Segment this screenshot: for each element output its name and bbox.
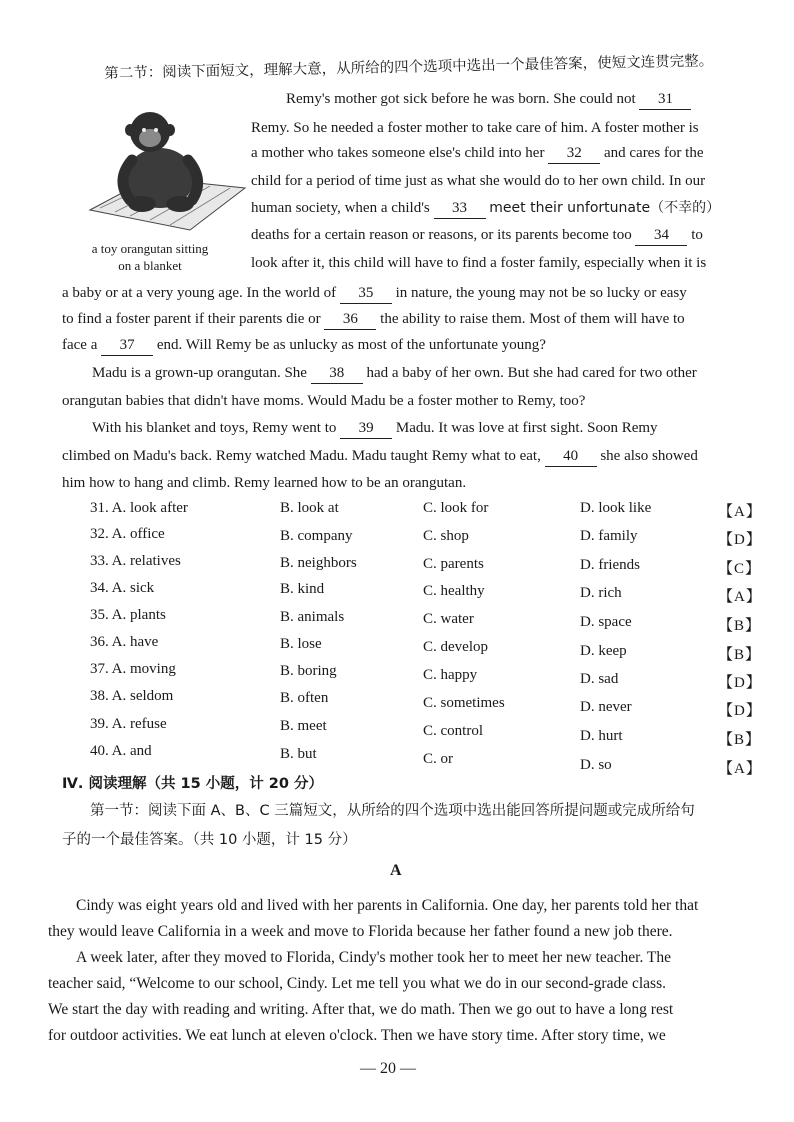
passage-line: Remy. So he needed a foster mother to take care of him. A foster mother is bbox=[251, 120, 699, 136]
passage-line: a mother who takes someone else's child into her 32 and cares for the bbox=[251, 140, 704, 167]
answer-badge: 【B】 bbox=[718, 732, 762, 748]
option-d: D. look like bbox=[580, 500, 652, 516]
option-c: C. shop bbox=[423, 528, 469, 544]
answer-badge: 【D】 bbox=[718, 532, 762, 548]
passage-line: teacher said, “Welcome to our school, Cindy. Let me tell you what we do in our second-grade class. bbox=[48, 975, 666, 992]
option-d: D. space bbox=[580, 614, 632, 630]
option-a: 35. A. plants bbox=[90, 607, 166, 623]
option-c: C. look for bbox=[423, 500, 489, 516]
passage-line: face a 37 end. Will Remy be as unlucky as most of the unfortunate young? bbox=[62, 332, 546, 359]
passage-line: We start the day with reading and writing. After that, we do math. Then we go out to have a long rest bbox=[48, 1001, 674, 1018]
option-a: 36. A. have bbox=[90, 634, 159, 650]
option-b: B. neighbors bbox=[280, 555, 357, 571]
option-c: C. happy bbox=[423, 667, 478, 683]
option-a: 40. A. and bbox=[90, 743, 152, 759]
orangutan-toy-illustration bbox=[70, 100, 252, 235]
blank-36: 36 bbox=[324, 309, 376, 330]
answer-badge: 【D】 bbox=[718, 703, 762, 719]
option-c: C. develop bbox=[423, 639, 488, 655]
blank-39: 39 bbox=[340, 418, 392, 439]
passage-line: child for a period of time just as what she would do to her own child. In our bbox=[251, 173, 706, 189]
blank-34: 34 bbox=[635, 225, 687, 246]
passage-line: to find a foster parent if their parents die or 36 the ability to raise them. Most of them will have to bbox=[62, 306, 685, 333]
option-c: C. parents bbox=[423, 556, 484, 572]
caption-line-2: on a blanket bbox=[118, 258, 182, 273]
passage-line: a baby or at a very young age. In the world of 35 in nature, the young may not be so lucky or easy bbox=[62, 280, 687, 307]
part-instructions: 子的一个最佳答案。（共 10 小题，计 15 分） bbox=[62, 832, 357, 848]
option-d: D. rich bbox=[580, 585, 622, 601]
passage-line: deaths for a certain reason or reasons, or its parents become too 34 to bbox=[251, 222, 703, 249]
option-b: B. boring bbox=[280, 663, 337, 679]
passage-heading: A bbox=[390, 862, 402, 879]
option-a: 37. A. moving bbox=[90, 661, 176, 677]
passage-line: Madu is a grown-up orangutan. She 38 had a baby of her own. But she had cared for two other bbox=[92, 360, 697, 387]
option-b: B. meet bbox=[280, 718, 327, 734]
option-c: C. water bbox=[423, 611, 474, 627]
blank-35: 35 bbox=[340, 283, 392, 304]
option-b: B. kind bbox=[280, 581, 325, 597]
option-c: C. control bbox=[423, 723, 483, 739]
blank-37: 37 bbox=[101, 335, 153, 356]
option-b: B. lose bbox=[280, 636, 322, 652]
section-header: 第二节：阅读下面短文，理解大意，从所给的四个选项中选出一个最佳答案，使短文连贯完整。 bbox=[104, 53, 714, 82]
blank-40: 40 bbox=[545, 446, 597, 467]
option-b: B. often bbox=[280, 690, 329, 706]
passage-line: Remy's mother got sick before he was born. She could not 31 bbox=[286, 86, 691, 113]
option-a: 39. A. refuse bbox=[90, 716, 167, 732]
option-d: D. hurt bbox=[580, 728, 623, 744]
option-b: B. company bbox=[280, 528, 353, 544]
answer-badge: 【A】 bbox=[718, 504, 762, 520]
passage-line: they would leave California in a week and move to Florida because her father found a new job there. bbox=[48, 923, 673, 940]
option-d: D. friends bbox=[580, 557, 640, 573]
option-d: D. never bbox=[580, 699, 632, 715]
option-d: D. sad bbox=[580, 671, 619, 687]
option-d: D. so bbox=[580, 757, 612, 773]
answer-badge: 【B】 bbox=[718, 618, 762, 634]
passage-line: look after it, this child will have to find a foster family, especially when it is bbox=[251, 255, 707, 271]
option-b: B. animals bbox=[280, 609, 345, 625]
answer-badge: 【A】 bbox=[718, 589, 762, 605]
image-caption bbox=[70, 240, 230, 274]
option-d: D. family bbox=[580, 528, 638, 544]
option-a: 32. A. office bbox=[90, 526, 165, 542]
blank-31: 31 bbox=[639, 89, 691, 110]
passage-line: human society, when a child's 33 meet their unfortunate（不幸的） bbox=[251, 195, 720, 222]
option-c: C. or bbox=[423, 751, 453, 767]
blank-33: 33 bbox=[434, 198, 486, 219]
page-number: — 20 — bbox=[360, 1060, 416, 1077]
option-a: 33. A. relatives bbox=[90, 553, 181, 569]
passage-line: A week later, after they moved to Florida, Cindy's mother took her to meet her new teacher. The bbox=[76, 949, 672, 966]
option-a: 31. A. look after bbox=[90, 500, 188, 516]
answer-badge: 【B】 bbox=[718, 647, 762, 663]
option-d: D. keep bbox=[580, 643, 627, 659]
passage-line: orangutan babies that didn't have moms. Would Madu be a foster mother to Remy, too? bbox=[62, 393, 586, 409]
passage-line: With his blanket and toys, Remy went to 39 Madu. It was love at first sight. Soon Remy bbox=[92, 415, 658, 442]
answer-badge: 【C】 bbox=[718, 561, 762, 577]
blank-32: 32 bbox=[548, 143, 600, 164]
part-instructions: 第一节：阅读下面 A、B、C 三篇短文，从所给的四个选项中选出能回答所提问题或完成所给句 bbox=[90, 803, 695, 819]
option-a: 38. A. seldom bbox=[90, 688, 174, 704]
blank-38: 38 bbox=[311, 363, 363, 384]
option-c: C. healthy bbox=[423, 583, 485, 599]
passage-line: Cindy was eight years old and lived with her parents in California. One day, her parents told her that bbox=[76, 897, 699, 914]
option-b: B. look at bbox=[280, 500, 339, 516]
orangutan-icon bbox=[70, 100, 252, 235]
passage-line: climbed on Madu's back. Remy watched Madu. Madu taught Remy what to eat, 40 she also showed bbox=[62, 443, 698, 470]
passage-line: him how to hang and climb. Remy learned how to be an orangutan. bbox=[62, 475, 467, 491]
option-c: C. sometimes bbox=[423, 695, 505, 711]
option-a: 34. A. sick bbox=[90, 580, 155, 596]
part-title: Ⅳ. 阅读理解（共 15 小题，计 20 分） bbox=[62, 776, 324, 792]
answer-badge: 【D】 bbox=[718, 675, 762, 691]
caption-line-1: a toy orangutan sitting bbox=[91, 241, 209, 256]
answer-badge: 【A】 bbox=[718, 761, 762, 777]
passage-line: for outdoor activities. We eat lunch at eleven o'clock. Then we have story time. After story time, we bbox=[48, 1027, 666, 1044]
option-b: B. but bbox=[280, 746, 317, 762]
